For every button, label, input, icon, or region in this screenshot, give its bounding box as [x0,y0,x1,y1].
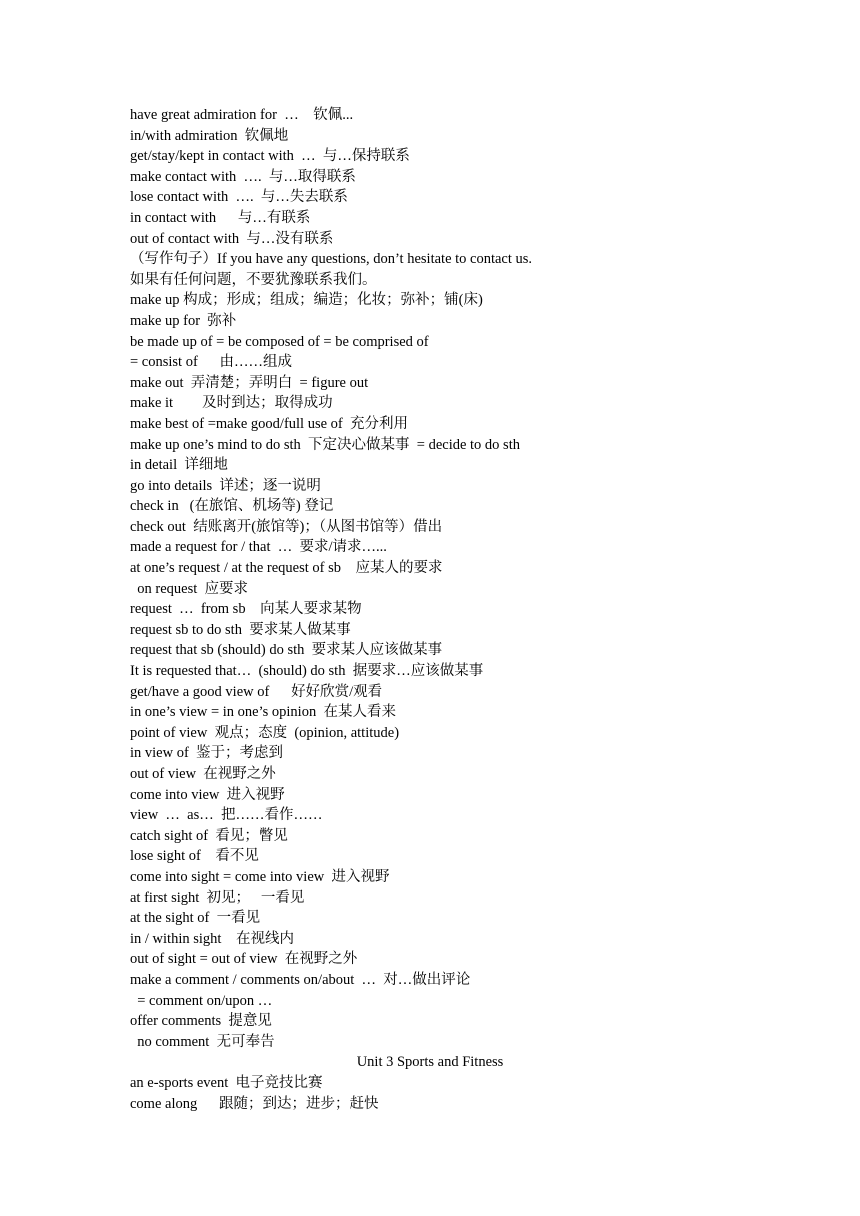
vocab-line: at one’s request / at the request of sb 应某人的要求 [130,560,443,577]
vocab-line: make up 构成；形成；组成；编造；化妆；弥补；铺(床) [130,292,483,309]
vocab-line: in contact with 与…有联系 [130,209,311,226]
section-heading: Unit 3 Sports and Fitness [356,1054,504,1071]
vocab-line: be made up of = be composed of = be comprised of [130,333,429,350]
vocab-line: at first sight 初见； 一看见 [130,889,305,906]
vocab-line: （写作句子）If you have any questions, don’t hesitate to contact us. [130,251,533,268]
vocab-line: request … from sb 向某人要求某物 [130,601,362,618]
vocab-line: = consist of 由……组成 [130,354,293,371]
vocab-line: no comment 无可奉告 [130,1033,275,1050]
vocab-line: out of view 在视野之外 [130,766,276,782]
vocab-line: request that sb (should) do sth 要求某人应该做某事 [130,642,443,659]
vocab-line: lose sight of 看不见 [130,848,259,865]
vocab-line: make up for 弥补 [130,312,237,329]
vocab-line: at the sight of 一看见 [130,910,261,927]
vocab-line: made a request for / that … 要求/请求…... [130,539,387,556]
vocab-line: view … as… 把……看作…… [130,807,323,824]
vocab-line: = comment on/upon … [130,992,273,1009]
vocab-line: out of sight = out of view 在视野之外 [130,951,358,968]
vocab-line: go into details 详述；逐一说明 [130,477,321,494]
vocab-line: catch sight of 看见；瞥见 [130,827,288,844]
vocab-line: an e-sports event 电子竞技比赛 [130,1074,323,1091]
vocab-line: point of view 观点；态度 (opinion, attitude) [130,724,400,741]
vocab-line: in view of 鉴于；考虑到 [130,745,284,762]
vocab-line: make contact with …. 与…取得联系 [130,168,356,185]
vocab-line: in / within sight 在视线内 [130,930,294,947]
vocab-line: 如果有任何问题，不要犹豫联系我们。 [130,271,377,288]
vocab-line: It is requested that… (should) do sth 据要求…应该做某事 [130,663,484,680]
vocab-line: in/with admiration 钦佩地 [130,127,289,144]
vocab-line: make up one’s mind to do sth 下定决心做某事 = decide to do sth [130,436,520,453]
vocab-line: make out 弄清楚；弄明白 = figure out [130,374,369,391]
vocab-line: request sb to do sth 要求某人做某事 [130,621,351,638]
vocab-line: make it 及时到达；取得成功 [130,395,333,412]
vocab-line: make a comment / comments on/about … 对…做出评论 [130,971,471,988]
vocab-line: out of contact with 与…没有联系 [130,230,334,247]
vocab-line: offer comments 提意见 [130,1013,272,1030]
vocab-line: come into sight = come into view 进入视野 [130,868,390,885]
vocab-line: come into view 进入视野 [130,786,285,803]
vocab-line: check in (在旅馆、机场等) 登记 [130,498,334,515]
vocab-line: on request 应要求 [130,580,248,597]
vocab-line: make best of =make good/full use of 充分利用 [130,415,408,432]
vocab-line: check out 结账离开(旅馆等)；（从图书馆等）借出 [130,518,443,535]
vocab-line: get/stay/kept in contact with … 与…保持联系 [130,148,410,165]
vocab-line: come along 跟随；到达；进步；赶快 [130,1095,379,1112]
vocab-line: lose contact with …. 与…失去联系 [130,189,348,206]
vocab-line: in detail 详细地 [130,457,228,474]
document-body [130,105,730,1114]
vocab-line: get/have a good view of 好好欣赏/观看 [130,683,383,700]
vocab-line: have great admiration for … 钦佩... [130,107,354,123]
vocab-line: in one’s view = in one’s opinion 在某人看来 [130,704,396,721]
